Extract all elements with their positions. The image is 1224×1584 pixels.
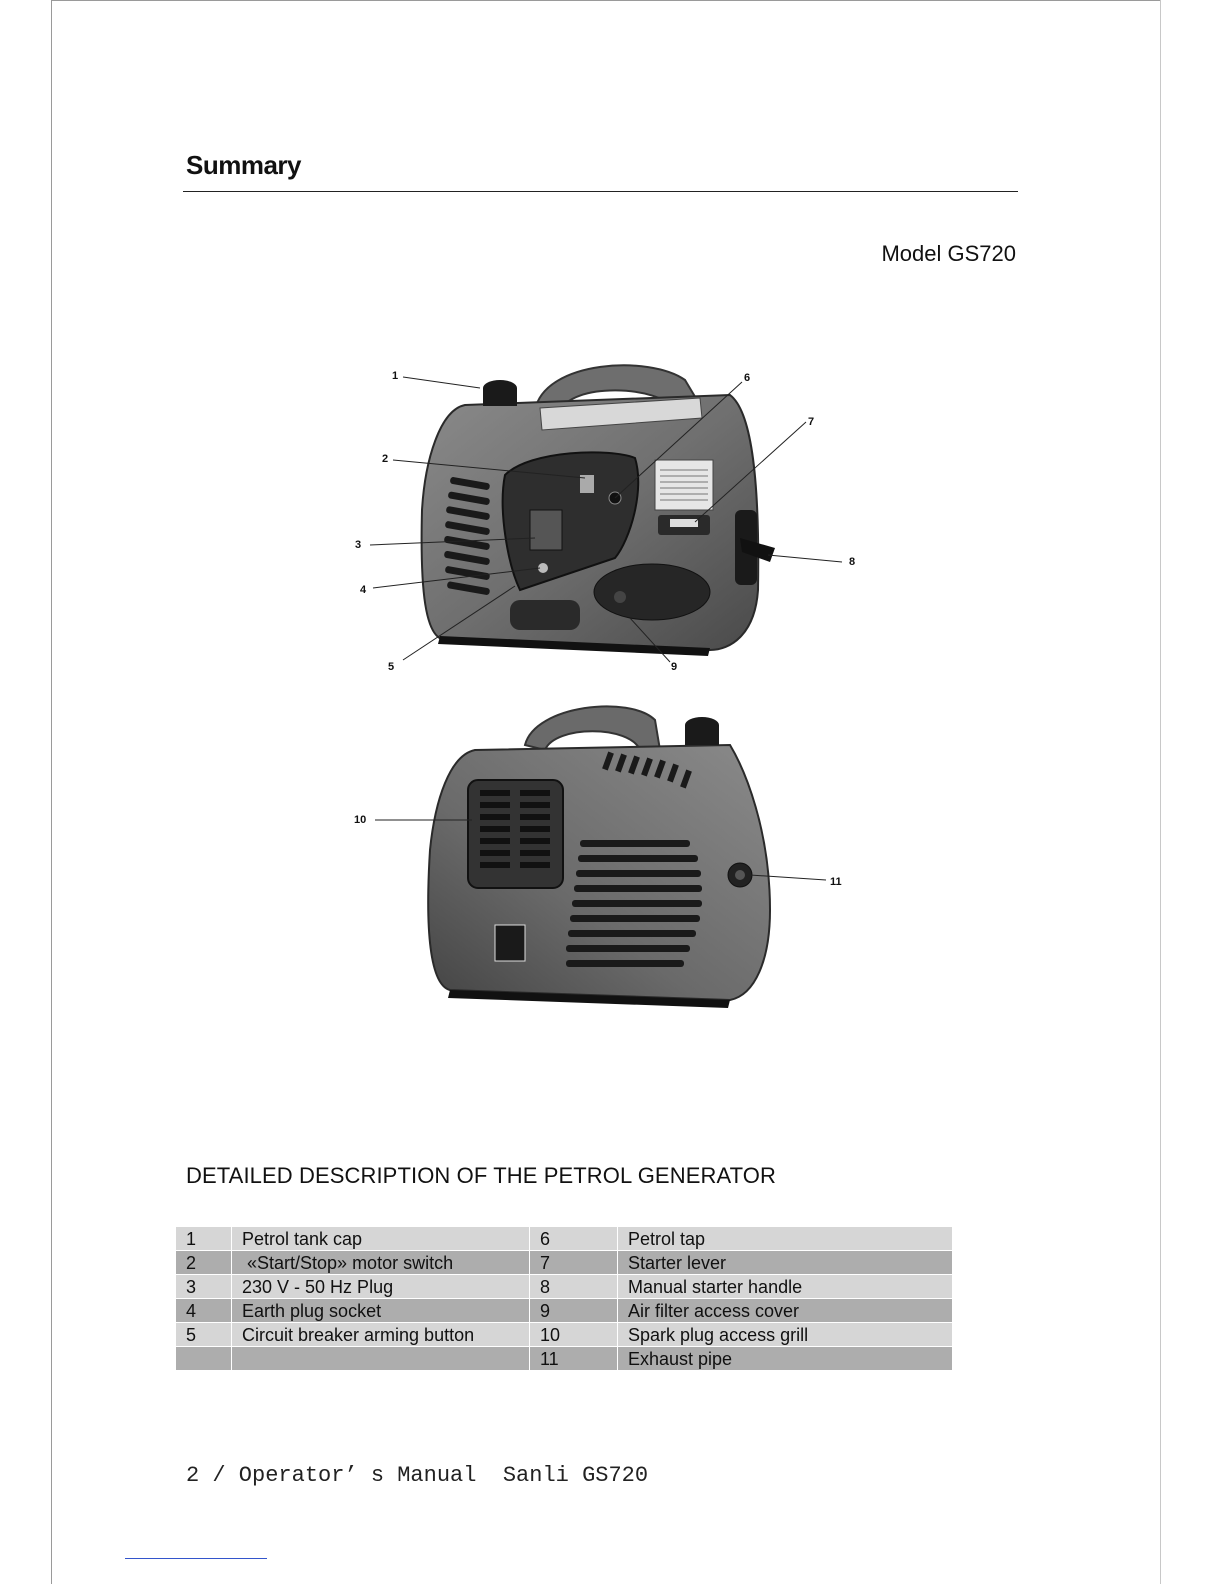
page-border-top [51, 0, 1161, 1]
callout-4: 4 [360, 584, 367, 596]
generator-illustration [330, 350, 890, 1010]
table-row: 4 Earth plug socket 9 Air filter access cover [176, 1299, 952, 1323]
footnote-rule [125, 1558, 267, 1559]
callout-1: 1 [392, 370, 399, 382]
callout-3: 3 [355, 539, 362, 551]
table-row: 1 Petrol tank cap 6 Petrol tap [176, 1227, 952, 1251]
callout-6: 6 [744, 372, 751, 384]
callout-10: 10 [354, 814, 367, 826]
table-row: 3 230 V - 50 Hz Plug 8 Manual starter handle [176, 1275, 952, 1299]
page-border-left [51, 0, 52, 1584]
page-footer: 2 / Operator’ s Manual Sanli GS720 [186, 1463, 649, 1488]
table-row: 5 Circuit breaker arming button 10 Spark plug access grill [176, 1323, 952, 1347]
generator-rear-view [428, 706, 770, 1008]
callout-5: 5 [388, 661, 395, 673]
model-label: Model GS720 [881, 241, 1016, 266]
page-border-right [1160, 0, 1161, 1584]
callout-7: 7 [808, 416, 815, 428]
callout-9: 9 [671, 661, 678, 673]
page-title: Summary [186, 150, 301, 180]
parts-table [176, 1227, 952, 1371]
callout-2: 2 [382, 453, 389, 465]
table-row: 11 Exhaust pipe [176, 1347, 952, 1371]
table-row: 2 «Start/Stop» motor switch 7 Starter lever [176, 1251, 952, 1275]
callout-8: 8 [849, 556, 856, 568]
title-divider [183, 191, 1018, 192]
description-heading: DETAILED DESCRIPTION OF THE PETROL GENERATOR [186, 1163, 776, 1188]
callout-11: 11 [830, 876, 842, 888]
